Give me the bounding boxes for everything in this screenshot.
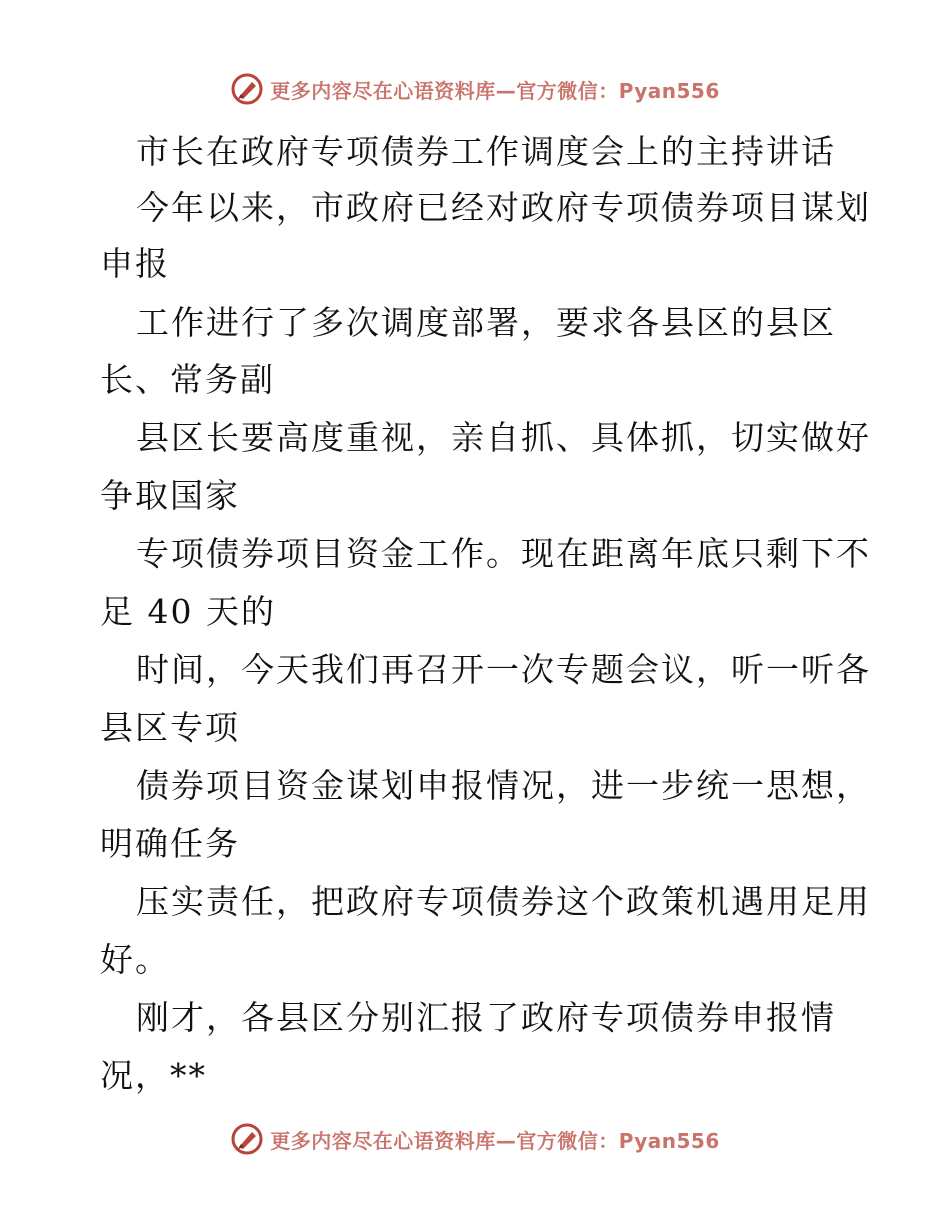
paragraph-line: 压实责任，把政府专项债券这个政策机遇用足用 [136,882,871,921]
paragraph-line: 县区专项 [100,708,240,747]
paragraph-line: 申报 [100,244,170,283]
paragraph-line: 今年以来，市政府已经对政府专项债券项目谋划 [136,188,871,227]
document-title: 市长在政府专项债券工作调度会上的主持讲话 [136,132,836,171]
paragraph-line: 足 40 天的 [100,592,276,631]
paragraph-line: 专项债券项目资金工作。现在距离年底只剩下不 [136,534,871,573]
footer-watermark [0,1122,950,1156]
paragraph-line: 债券项目资金谋划申报情况，进一步统一思想， [136,766,871,805]
paragraph-line: 县区长要高度重视，亲自抓、具体抓，切实做好 [136,418,871,457]
paragraph-line: 刚才，各县区分别汇报了政府专项债券申报情 [136,998,836,1037]
pen-logo-icon [230,72,264,106]
header-watermark [0,72,950,106]
paragraph-line: 况，** [100,1056,207,1095]
paragraph-line: 争取国家 [100,476,240,515]
paragraph-line: 好。 [100,940,170,979]
pen-logo-icon [230,1122,264,1156]
header-watermark-text: 更多内容尽在心语资料库—官方微信：Pyan556 [270,78,720,103]
paragraph-line: 明确任务 [100,824,240,863]
paragraph-line: 时间，今天我们再召开一次专题会议，听一听各 [136,650,871,689]
paragraph-line: 工作进行了多次调度部署，要求各县区的县区 [136,303,836,342]
paragraph-line: 长、常务副 [100,360,275,399]
footer-watermark-text: 更多内容尽在心语资料库—官方微信：Pyan556 [270,1128,720,1153]
